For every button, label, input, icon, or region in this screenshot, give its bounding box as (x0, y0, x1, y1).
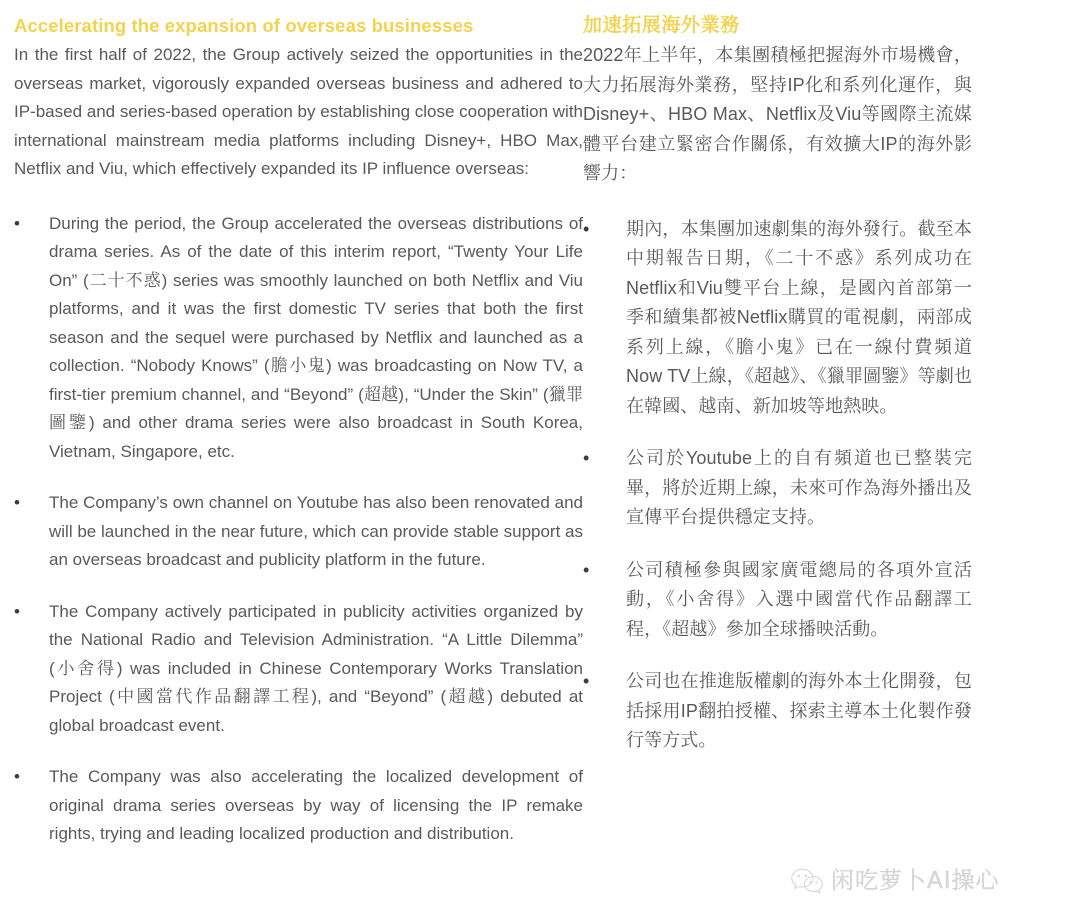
list-item-text: The Company was also accelerating the localized development of original drama series overseas by way of licensing the IP remake rights, trying and leading localized production and distribution. (49, 767, 583, 843)
bullet-marker-icon: • (583, 671, 590, 691)
chinese-intro-paragraph: 2022年上半年，本集團積極把握海外市場機會，大力拓展海外業務，堅持IP化和系列化運作，與Disney+、HBO Max、Netflix及Viu等國際主流媒體平台建立緊密合作關係，有效擴大IP的海外影響力： (583, 45, 972, 183)
english-intro-paragraph: In the first half of 2022, the Group actively seized the opportunities in the overseas market, vigorously expanded overseas business and adhered to IP-based and series-based operation by establishing close cooperation with international mainstream media platforms including Disney+, HBO Max, Netflix and Viu, which effectively expanded its IP influence overseas: (14, 45, 583, 178)
english-section-heading: Accelerating the expansion of overseas businesses (14, 15, 474, 36)
watermark-text: 闲吃萝卜AI操心 (831, 868, 1000, 894)
bullet-marker-icon: • (14, 601, 20, 621)
list-item-text: 公司也在推進版權劇的海外本土化開發，包括採用IP翻拍授權、探索主導本土化製作發行等方式。 (626, 671, 972, 750)
list-item-text: The Company’s own channel on Youtube has also been renovated and will be launched in the near future, which can provide stable support as an overseas broadcast and publicity platform in the future. (49, 493, 583, 569)
list-item-text: During the period, the Group accelerated the overseas distributions of drama series. As of the date of this interim report, “Twenty Your Life On” (二十不惑) series was smoothly launched on both Netflix and Viu platforms, and it was the first domestic TV series that both the first season and the sequel were purchased by Netflix and launched as a collection. “Nobody Knows” (膽小鬼) was broadcasting on Now TV, a first-tier premium channel, and “Beyond” (超越), “Under the Skin” (獵罪圖鑒) and other drama series were also broadcast in South Korea, Vietnam, Singapore, etc. (49, 213, 583, 461)
bullet-marker-icon: • (583, 218, 590, 239)
bullet-marker-icon: • (14, 767, 20, 786)
bullet-marker-icon: • (583, 559, 590, 580)
list-item-text: 期內，本集團加速劇集的海外發行。截至本中期報告日期，《二十不惑》系列成功在Netflix和Viu雙平台上線，是國內首部第一季和續集都被Netflix購買的電視劇，兩部成系列上線，《膽小鬼》已在一線付費頻道Now TV上線，《超越》、《獵罪圖鑒》等劇也在韓國、越南、新加坡等地熱映。 (626, 218, 972, 416)
bullet-marker-icon: • (14, 493, 20, 512)
bullet-marker-icon: • (14, 213, 20, 233)
bullet-marker-icon: • (583, 448, 590, 468)
chinese-column: 加速拓展海外業務 2022年上半年，本集團積極把握海外市場機會，大力拓展海外業務，堅持IP化和系列化運作，與Disney+、HBO Max、Netflix及Viu等國際主流媒體平台建立緊密合作關係，有效擴大IP的海外影響力： • 期內，本集團加速劇集的海外發行。截至本中期報告日期，《二十不惑》系列成功在Netflix和Viu雙平台上線，是國內首部第一季和續集都被Netflix購買的電視劇，兩部成系列上線，《膽小鬼》已在一線付費頻道Now TV上線，《超越》、《獵罪圖鑒》等劇也在韓國、越南、新加坡等地熱映。 • 公司於Youtube上的自有頻道也已整裝完畢，將於近期上線，未來可作為海外播出及宣傳平台提供穩定支持。 • 公司積極參與國家廣電總局的各項外宣活動，《小舍得》入選中國當代作品翻譯工程，《超越》參加全球播映活動。 • 公司也在推進版權劇的海外本土化開發，包括採用IP翻拍授權、探索主導本土化製作發行等方式。 (0, 0, 583, 779)
list-item-text: 公司於Youtube上的自有頻道也已整裝完畢，將於近期上線，未來可作為海外播出及宣傳平台提供穩定支持。 (626, 448, 972, 527)
list-item-text: The Company actively participated in publicity activities organized by the National Radio and Television Administration. “A Little Dilemma” (小舍得) was included in Chinese Contemporary Works Translation Project (中國當代作品翻譯工程), and “Beyond” (超越) debuted at global broadcast event. (49, 601, 583, 735)
list-item-text: 公司積極參與國家廣電總局的各項外宣活動，《小舍得》入選中國當代作品翻譯工程，《超越》參加全球播映活動。 (626, 559, 972, 639)
